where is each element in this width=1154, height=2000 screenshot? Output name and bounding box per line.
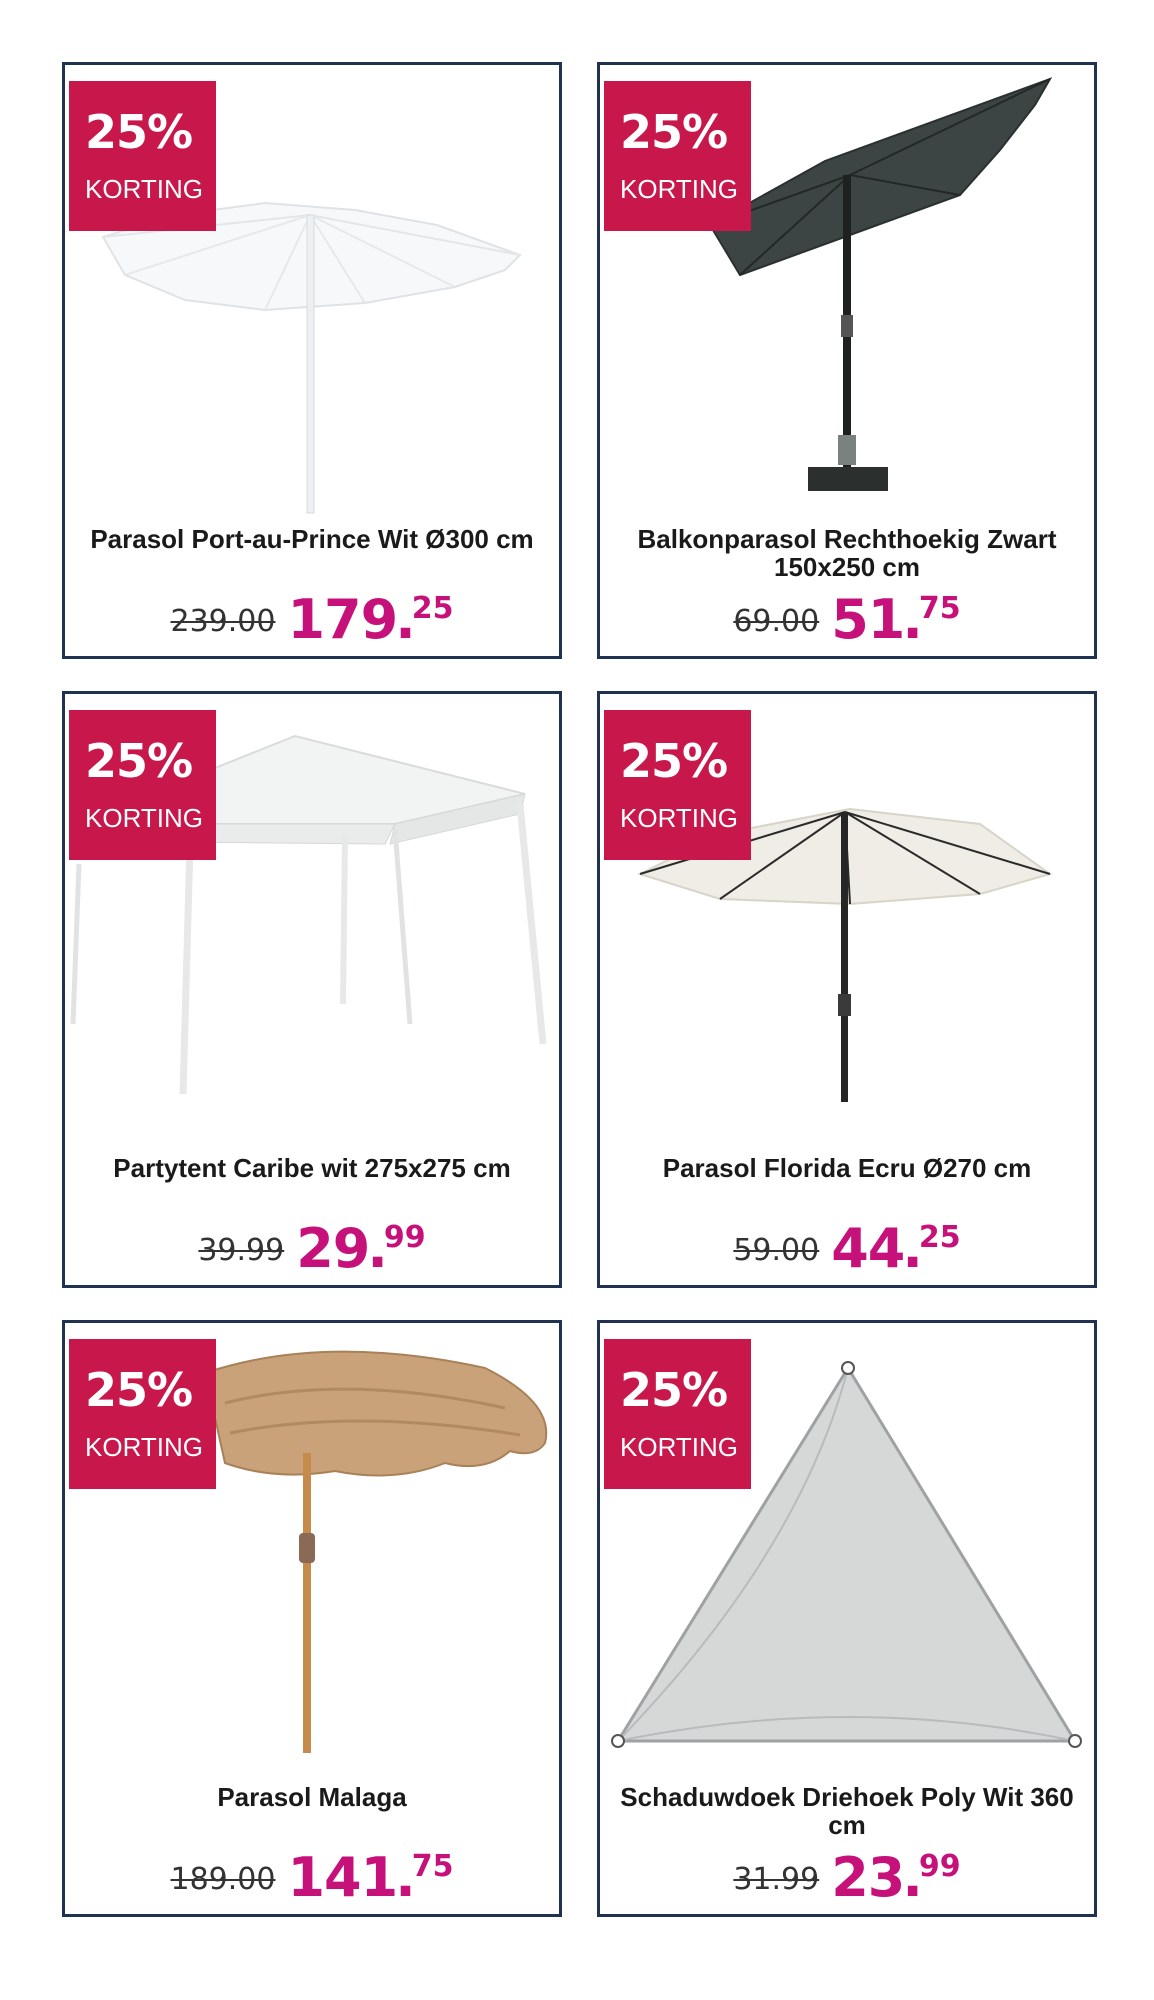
sale-price-cents: 99 [918,1849,961,1884]
price-row [600,585,1094,649]
sale-price [287,1846,454,1909]
discount-percent: 25% [85,734,193,788]
old-price: 189.00 [170,1862,276,1897]
product-name: Balkonparasol Rechthoekig Zwart 150x250 cm [637,524,1057,582]
sale-price-cents: 25 [918,1220,961,1255]
sale-price-main: 29 [296,1217,370,1280]
price-row [65,1214,559,1278]
discount-label: KORTING [85,1432,203,1462]
product-grid [62,62,1097,1917]
product-name: Parasol Port-au-Prince Wit Ø300 cm [90,524,534,554]
discount-badge [604,81,751,231]
sale-price [831,1846,961,1909]
price-row [65,1843,559,1907]
discount-label: KORTING [85,803,203,833]
sale-price-dot: . [395,1846,416,1909]
product-card-parasol-florida[interactable] [597,691,1097,1288]
product-card-parasol-port-au-prince[interactable] [62,62,562,659]
sale-price [831,1217,961,1280]
sale-price [296,1217,426,1280]
sale-price-dot: . [367,1217,388,1280]
discount-label: KORTING [620,1432,738,1462]
sale-price-main: 44 [831,1217,905,1280]
sale-price-cents: 75 [411,1849,454,1884]
discount-badge [69,1339,216,1489]
sale-price-cents: 75 [918,591,961,626]
product-card-partytent-caribe[interactable] [62,691,562,1288]
discount-percent: 25% [85,105,193,159]
old-price: 39.99 [198,1233,285,1268]
price-row [600,1843,1094,1907]
old-price: 239.00 [170,604,276,639]
old-price: 69.00 [733,604,820,639]
discount-percent: 25% [85,1363,193,1417]
discount-percent: 25% [620,1363,728,1417]
sale-price-dot: . [902,588,923,651]
product-name: Partytent Caribe wit 275x275 cm [113,1153,511,1183]
price-row [600,1214,1094,1278]
sale-price-cents: 25 [411,591,454,626]
sale-price-cents: 99 [383,1220,426,1255]
discount-label: KORTING [620,174,738,204]
sale-price-main: 179 [287,588,398,651]
product-name: Schaduwdoek Driehoek Poly Wit 360 cm [620,1782,1074,1840]
price-row [65,585,559,649]
sale-price-main: 23 [831,1846,905,1909]
sale-price-dot: . [902,1217,923,1280]
product-name: Parasol Florida Ecru Ø270 cm [662,1153,1032,1183]
sale-price [287,588,454,651]
product-card-schaduwdoek[interactable] [597,1320,1097,1917]
sale-price-main: 51 [831,588,905,651]
product-card-balkonparasol[interactable] [597,62,1097,659]
sale-price-dot: . [395,588,416,651]
old-price: 59.00 [733,1233,820,1268]
discount-badge [69,81,216,231]
discount-label: KORTING [620,803,738,833]
product-name: Parasol Malaga [217,1782,407,1812]
discount-percent: 25% [620,105,728,159]
discount-label: KORTING [85,174,203,204]
discount-badge [604,710,751,860]
product-card-parasol-malaga[interactable] [62,1320,562,1917]
old-price: 31.99 [733,1862,820,1897]
discount-badge [604,1339,751,1489]
sale-price [831,588,961,651]
discount-percent: 25% [620,734,728,788]
discount-badge [69,710,216,860]
sale-price-main: 141 [287,1846,398,1909]
sale-price-dot: . [902,1846,923,1909]
